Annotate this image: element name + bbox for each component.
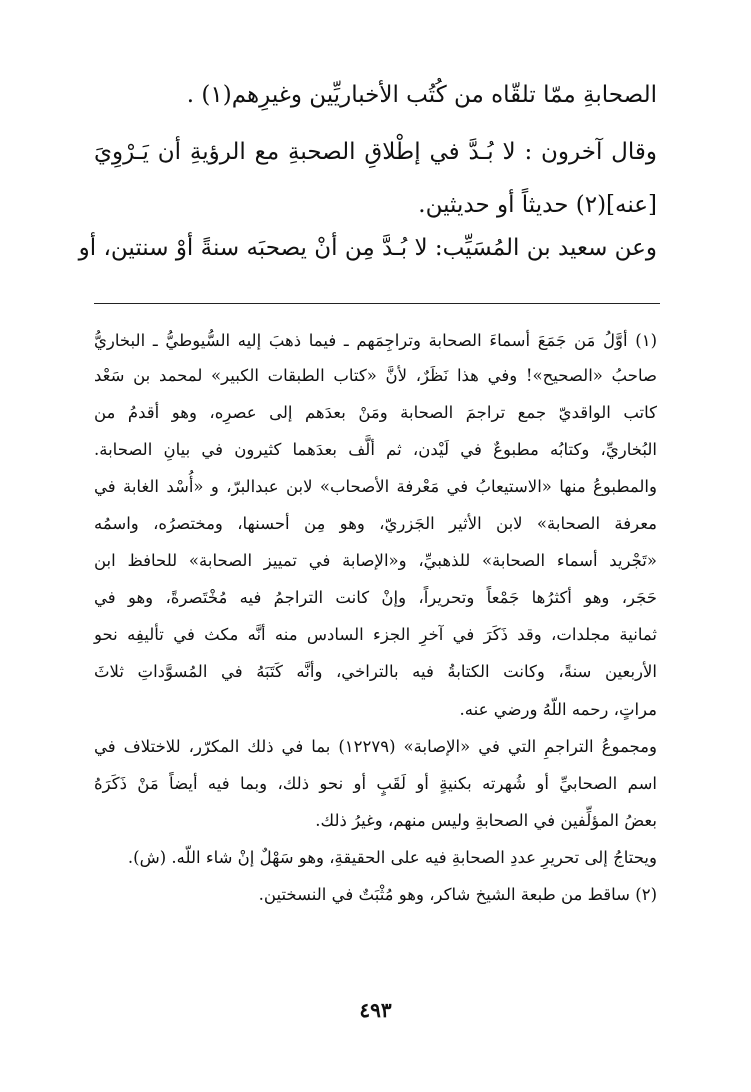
footnote-separator xyxy=(94,303,660,304)
footnote-line: معرفة الصحابة» لابن الأثير الجَزريّ، وهو مِن أحسنها، ومختصرُه، واسمُه xyxy=(94,514,657,533)
footnote-line: صاحبُ «الصحيح»! وفي هذا نَظَرٌ، لأنَّ «كتاب الطبقات الكبير» لمحمد بن سَعْد xyxy=(94,366,657,385)
main-text-line: الصحابةِ ممّا تلقّاه من كُتُب الأخباريِّين وغيرِهم(١) . xyxy=(186,82,657,108)
footnote-line: (٢) ساقط من طبعة الشيخ شاكر، وهو مُثْبَتٌ في النسختين. xyxy=(258,885,657,904)
footnote-line: كاتب الواقديّ جمع تراجمَ الصحابة ومَنْ بعدَهم إلى عصرِه، وهو أقدمُ من xyxy=(94,403,657,422)
main-text-line: وقال آخرون : لا بُـدَّ في إطْلاقِ الصحبةِ مع الرؤيةِ أن يَـرْوِيَ xyxy=(94,139,657,165)
footnote-line: حَجَر، وهو أكثرُها جَمْعاً وتحريراً، وإنْ كانت التراجمُ فيه مُخْتَصرةً، وهو في xyxy=(94,588,657,607)
footnote-line: اسم الصحابيِّ أو شُهرته بكنيةٍ أو لَقَبٍ أو نحو ذلك، وبما فيه أيضاً مَنْ ذَكَرَهُ xyxy=(94,774,657,793)
footnote-line: ومجموعُ التراجمِ التي في «الإصابة» (١٢٢٧٩) بما في ذلك المكرّر، للاختلاف في xyxy=(94,737,657,756)
footnote-line: ثمانية مجلدات، وقد ذَكَرَ في آخرِ الجزء السادس منه أنَّه مكث في تأليفِه نحو xyxy=(94,625,657,644)
footnote-line: والمطبوعُ منها «الاستيعابُ في مَعْرفة الأصحاب» لابن عبدالبرّ، و «أُسْد الغابة في xyxy=(94,477,657,496)
footnote-line: الأربعين سنةً، وكانت الكتابةُ فيه بالتراخي، وأنَّه كَتَبَهُ في المُسوَّداتِ ثلاثَ xyxy=(94,662,657,681)
footnote-line: «تَجْريد أسماء الصحابة» للذهبيِّ، و«الإصابة في تمييز الصحابة» للحافظ ابن xyxy=(94,551,657,570)
main-text-line: [عنه](٢) حديثاً أو حديثين. xyxy=(418,192,657,218)
main-text-line: وعن سعيد بن المُسَيِّب: لا بُـدَّ مِن أنْ يصحبَه سنةً أوْ سنتين، أو xyxy=(78,235,657,261)
footnote-line: مراتٍ، رحمه اللّهُ ورضي عنه. xyxy=(459,700,657,719)
footnote-line: (١) أوَّلُ مَن جَمَعَ أسماءَ الصحابة وتراجِمَهم ـ فيما ذهبَ إليه السُّيوطيُّ ـ البخاريُّ xyxy=(94,331,657,350)
page-number: ٤٩٣ xyxy=(359,998,392,1022)
footnote-line: ويحتاجُ إلى تحريرِ عددِ الصحابةِ فيه على الحقيقةِ، وهو سَهْلٌ إنْ شاء اللّه. (ش). xyxy=(127,848,657,867)
footnote-line: بعضُ المؤلِّفين في الصحابةِ وليس منهم، وغيرُ ذلك. xyxy=(315,811,657,830)
footnote-line: البُخاريِّ، وكتابُه مطبوعٌ في لَيْدن، ثم ألَّف بعدَهما كثيرون في بيانِ الصحابة. xyxy=(94,440,657,459)
